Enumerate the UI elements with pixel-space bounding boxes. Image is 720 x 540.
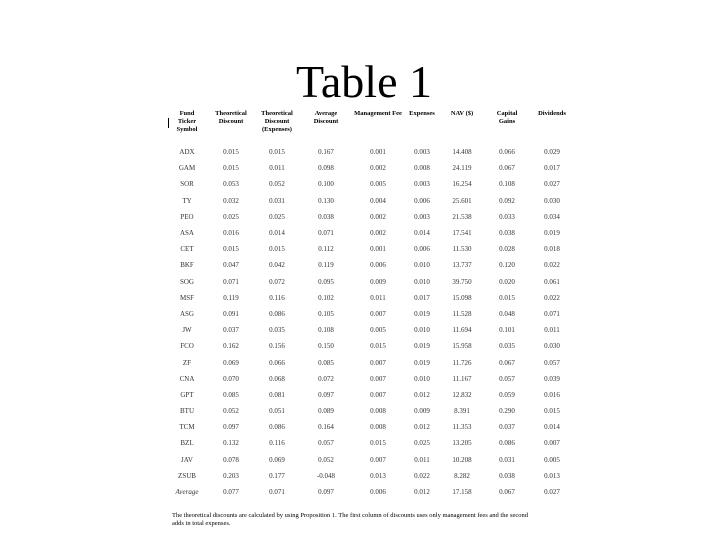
table-cell: 0.102 xyxy=(318,293,334,302)
table-cell: 0.016 xyxy=(544,390,560,399)
table-cell: 0.003 xyxy=(414,212,430,221)
table-cell: 0.052 xyxy=(269,180,285,189)
table-cell: 0.086 xyxy=(269,423,285,432)
table-cell: 0.095 xyxy=(318,277,334,286)
table-cell: 0.132 xyxy=(223,439,239,448)
table-cell: 0.002 xyxy=(370,164,386,173)
table-cell: 0.015 xyxy=(370,439,386,448)
column-header: Theoretical Discount (Expenses) xyxy=(261,110,293,133)
table-cell: 0.013 xyxy=(544,471,560,480)
table-cell: 0.081 xyxy=(269,390,285,399)
table-cell: 8.282 xyxy=(454,471,470,480)
table-row xyxy=(165,419,575,435)
table-cell: 0.057 xyxy=(318,439,334,448)
table-cell: 0.037 xyxy=(223,326,239,335)
table-cell: 0.028 xyxy=(499,245,515,254)
table-cell: 0.007 xyxy=(370,309,386,318)
table-cell: 0.002 xyxy=(370,229,386,238)
table-cell: 11.167 xyxy=(452,374,472,383)
table-cell: 0.069 xyxy=(269,455,285,464)
table-row xyxy=(165,403,575,419)
table-cell: 0.017 xyxy=(544,164,560,173)
table-cell: 0.071 xyxy=(544,309,560,318)
table-cell: 0.025 xyxy=(269,212,285,221)
column-header: NAV ($) xyxy=(450,110,474,117)
table-cell: 0.067 xyxy=(499,164,515,173)
fund-ticker: MSF xyxy=(179,293,194,302)
table-cell: 0.037 xyxy=(499,423,515,432)
table-cell: 0.162 xyxy=(223,342,239,351)
table-cell: 0.061 xyxy=(544,277,560,286)
table-cell: 0.100 xyxy=(318,180,334,189)
table-cell: -0.048 xyxy=(316,471,336,480)
table-cell: 17.158 xyxy=(452,488,472,497)
table-cell: 0.048 xyxy=(499,309,515,318)
table-cell: 0.007 xyxy=(544,439,560,448)
table-cell: 0.003 xyxy=(414,148,430,157)
table-row xyxy=(165,144,575,160)
table-cell: 13.205 xyxy=(452,439,472,448)
table-cell: 0.006 xyxy=(414,245,430,254)
table-cell: 0.030 xyxy=(544,342,560,351)
table-cell: 0.097 xyxy=(318,390,334,399)
table-cell: 0.017 xyxy=(414,293,430,302)
table-cell: 0.092 xyxy=(499,196,515,205)
table-row xyxy=(165,176,575,192)
table-cell: 0.156 xyxy=(269,342,285,351)
fund-ticker: TY xyxy=(182,196,192,205)
table-cell: 0.038 xyxy=(499,229,515,238)
fund-ticker: JW xyxy=(182,326,192,335)
table-row xyxy=(165,387,575,403)
table-cell: 0.015 xyxy=(223,164,239,173)
table-cell: 0.014 xyxy=(414,229,430,238)
table-cell: 0.086 xyxy=(499,439,515,448)
table-cell: 0.035 xyxy=(269,326,285,335)
table-cell: 0.097 xyxy=(318,488,334,497)
table-cell: 0.006 xyxy=(414,196,430,205)
table-cell: 0.066 xyxy=(269,358,285,367)
table-cell: 0.071 xyxy=(318,229,334,238)
table-cell: 0.007 xyxy=(370,358,386,367)
table-cell: 0.012 xyxy=(414,390,430,399)
table-cell: 0.101 xyxy=(499,326,515,335)
table-cell: 0.108 xyxy=(318,326,334,335)
table-cell: 0.022 xyxy=(544,261,560,270)
fund-ticker: ZF xyxy=(182,358,192,367)
fund-ticker: ASG xyxy=(179,309,194,318)
table-cell: 11.726 xyxy=(452,358,472,367)
table-cell: 0.098 xyxy=(318,164,334,173)
fund-ticker: CET xyxy=(180,245,194,254)
table-cell: 0.025 xyxy=(223,212,239,221)
table-cell: 0.072 xyxy=(269,277,285,286)
table-cell: 0.011 xyxy=(414,455,430,464)
fund-ticker: FCO xyxy=(180,342,194,351)
table-row xyxy=(165,338,575,354)
table-cell: 24.119 xyxy=(452,164,472,173)
table-cell: 0.042 xyxy=(269,261,285,270)
table-cell: 0.001 xyxy=(370,148,386,157)
table-cell: 0.034 xyxy=(544,212,560,221)
table-cell: 0.130 xyxy=(318,196,334,205)
table-cell: 0.011 xyxy=(370,293,386,302)
fund-ticker: CNA xyxy=(179,374,195,383)
table-cell: 0.019 xyxy=(544,229,560,238)
slide-title: Table 1 xyxy=(296,56,433,107)
table-cell: 0.089 xyxy=(318,407,334,416)
table-cell: 0.120 xyxy=(499,261,515,270)
table-cell: 0.069 xyxy=(223,358,239,367)
table-cell: 0.053 xyxy=(223,180,239,189)
table-cell: 0.067 xyxy=(499,488,515,497)
table-cell: 0.013 xyxy=(370,471,386,480)
table-cell: 0.019 xyxy=(414,358,430,367)
table-cell: 0.167 xyxy=(318,148,334,157)
table-cell: 0.150 xyxy=(318,342,334,351)
table-cell: 0.009 xyxy=(370,277,386,286)
table-cell: 0.057 xyxy=(499,374,515,383)
footnote: The theoretical discounts are calculated by using Proposition 1. The first column of discounts uses only management fees and the second adds in total expenses. xyxy=(172,512,529,527)
table-cell: 0.022 xyxy=(414,471,430,480)
table-cell: 13.737 xyxy=(452,261,472,270)
table-cell: 0.019 xyxy=(414,309,430,318)
table-cell: 0.038 xyxy=(499,471,515,480)
table-cell: 0.086 xyxy=(269,309,285,318)
table-cell: 8.391 xyxy=(454,407,470,416)
fund-ticker: GPT xyxy=(180,390,194,399)
table-cell: 15.958 xyxy=(452,342,472,351)
table-cell: 0.027 xyxy=(544,180,560,189)
table-cell: 0.116 xyxy=(269,439,285,448)
table-cell: 0.077 xyxy=(223,488,239,497)
table-cell: 0.059 xyxy=(499,390,515,399)
table-cell: 0.005 xyxy=(544,455,560,464)
table-row xyxy=(165,322,575,338)
table-cell: 0.015 xyxy=(370,342,386,351)
fund-ticker: ADX xyxy=(179,148,195,157)
column-header: Expenses xyxy=(409,110,435,117)
table-row xyxy=(165,193,575,209)
table-cell: 0.033 xyxy=(499,212,515,221)
fund-ticker: BKF xyxy=(180,261,194,270)
table-cell: 0.006 xyxy=(370,261,386,270)
table-cell: 0.068 xyxy=(269,374,285,383)
table-row xyxy=(165,468,575,484)
fund-ticker: JAV xyxy=(181,455,193,464)
table-row xyxy=(165,452,575,468)
table-cell: 0.010 xyxy=(414,326,430,335)
table-cell: 0.012 xyxy=(414,423,430,432)
table-row xyxy=(165,160,575,176)
table-row xyxy=(165,225,575,241)
fund-ticker: BZL xyxy=(180,439,194,448)
table-row xyxy=(165,290,575,306)
column-header: Capital Gains xyxy=(496,110,518,125)
table-row xyxy=(165,371,575,387)
table-cell: 0.203 xyxy=(223,471,239,480)
column-header: Theoretical Discount xyxy=(215,110,247,125)
fund-ticker: ASA xyxy=(179,229,194,238)
table-cell: 17.541 xyxy=(452,229,472,238)
table-cell: 0.010 xyxy=(414,277,430,286)
table-cell: 0.085 xyxy=(223,390,239,399)
table-cell: 0.010 xyxy=(414,261,430,270)
table-cell: 0.038 xyxy=(318,212,334,221)
table-cell: 0.070 xyxy=(223,374,239,383)
table-cell: 0.027 xyxy=(544,488,560,497)
table-cell: 0.014 xyxy=(544,423,560,432)
table-cell: 0.016 xyxy=(223,229,239,238)
table-cell: 0.001 xyxy=(370,245,386,254)
table-row xyxy=(165,241,575,257)
table-cell: 0.007 xyxy=(370,455,386,464)
table-cell: 11.528 xyxy=(452,309,472,318)
table-cell: 11.694 xyxy=(452,326,472,335)
table-cell: 39.750 xyxy=(452,277,472,286)
table-cell: 0.007 xyxy=(370,374,386,383)
table-cell: 0.108 xyxy=(499,180,515,189)
column-header: Management Fee xyxy=(354,110,402,117)
table-cell: 0.039 xyxy=(544,374,560,383)
table-cell: 0.015 xyxy=(223,148,239,157)
table-cell: 0.029 xyxy=(544,148,560,157)
table-cell: 0.035 xyxy=(499,342,515,351)
table-cell: 0.290 xyxy=(499,407,515,416)
table-cell: 0.097 xyxy=(223,423,239,432)
table-cell: 0.009 xyxy=(414,407,430,416)
table-cell: 0.071 xyxy=(223,277,239,286)
table-cell: 11.353 xyxy=(452,423,472,432)
fund-ticker: PEO xyxy=(180,212,194,221)
fund-ticker: ZSUB xyxy=(178,471,196,480)
table-cell: 0.112 xyxy=(318,245,334,254)
table-cell: 0.008 xyxy=(414,164,430,173)
table-row xyxy=(165,209,575,225)
column-header: Average Discount xyxy=(313,110,339,125)
table-cell: 0.051 xyxy=(269,407,285,416)
table-cell: 12.832 xyxy=(452,390,472,399)
fund-ticker: SOR xyxy=(180,180,194,189)
table-cell: 21.538 xyxy=(452,212,472,221)
table-cell: 0.119 xyxy=(318,261,334,270)
table-cell: 0.006 xyxy=(370,488,386,497)
table-row xyxy=(165,354,575,370)
table-cell: 0.057 xyxy=(544,358,560,367)
table-row xyxy=(165,484,575,500)
table-cell: 0.071 xyxy=(269,488,285,497)
table-row xyxy=(165,435,575,451)
table-cell: 0.010 xyxy=(414,374,430,383)
table-cell: 0.018 xyxy=(544,245,560,254)
table-cell: 0.015 xyxy=(499,293,515,302)
fund-ticker: Average xyxy=(175,488,199,497)
table-cell: 0.105 xyxy=(318,309,334,318)
table-cell: 15.098 xyxy=(452,293,472,302)
table-cell: 0.067 xyxy=(499,358,515,367)
table-cell: 0.015 xyxy=(544,407,560,416)
table-cell: 0.005 xyxy=(370,326,386,335)
table-cell: 0.019 xyxy=(414,342,430,351)
fund-ticker: TCM xyxy=(179,423,195,432)
table-cell: 0.031 xyxy=(499,455,515,464)
table-cell: 11.530 xyxy=(452,245,472,254)
table-cell: 0.052 xyxy=(223,407,239,416)
table-cell: 0.005 xyxy=(370,180,386,189)
table-cell: 0.066 xyxy=(499,148,515,157)
table-cell: 10.208 xyxy=(452,455,472,464)
table-cell: 0.116 xyxy=(269,293,285,302)
table-cell: 0.007 xyxy=(370,390,386,399)
table-cell: 0.002 xyxy=(370,212,386,221)
fund-ticker: BTU xyxy=(180,407,194,416)
table-cell: 0.015 xyxy=(269,148,285,157)
fund-ticker: GAM xyxy=(178,164,196,173)
table-cell: 0.015 xyxy=(223,245,239,254)
table-cell: 0.091 xyxy=(223,309,239,318)
table-cell: 0.025 xyxy=(414,439,430,448)
table-cell: 0.052 xyxy=(318,455,334,464)
column-header: Fund Ticker Symbol xyxy=(176,110,198,133)
table-cell: 0.015 xyxy=(269,245,285,254)
table-cell: 0.004 xyxy=(370,196,386,205)
data-table xyxy=(165,110,575,500)
table-row xyxy=(165,306,575,322)
table-cell: 0.085 xyxy=(318,358,334,367)
table-cell: 0.072 xyxy=(318,374,334,383)
table-cell: 0.030 xyxy=(544,196,560,205)
table-cell: 0.020 xyxy=(499,277,515,286)
table-cell: 0.003 xyxy=(414,180,430,189)
table-cell: 0.011 xyxy=(269,164,285,173)
table-row xyxy=(165,257,575,273)
table-cell: 0.014 xyxy=(269,229,285,238)
table-cell: 16.254 xyxy=(452,180,472,189)
header-row xyxy=(165,110,575,144)
table-cell: 14.408 xyxy=(452,148,472,157)
table-cell: 0.031 xyxy=(269,196,285,205)
table-cell: 0.164 xyxy=(318,423,334,432)
table-cell: 0.078 xyxy=(223,455,239,464)
table-cell: 0.047 xyxy=(223,261,239,270)
table-cell: 0.119 xyxy=(223,293,239,302)
fund-ticker: SOG xyxy=(179,277,194,286)
table-cell: 0.008 xyxy=(370,423,386,432)
table-row xyxy=(165,274,575,290)
table-cell: 0.022 xyxy=(544,293,560,302)
table-cell: 25.601 xyxy=(452,196,472,205)
table-cell: 0.032 xyxy=(223,196,239,205)
table-cell: 0.177 xyxy=(269,471,285,480)
table-cell: 0.011 xyxy=(544,326,560,335)
table-cell: 0.008 xyxy=(370,407,386,416)
table-cell: 0.012 xyxy=(414,488,430,497)
column-header: Dividends xyxy=(538,110,566,117)
